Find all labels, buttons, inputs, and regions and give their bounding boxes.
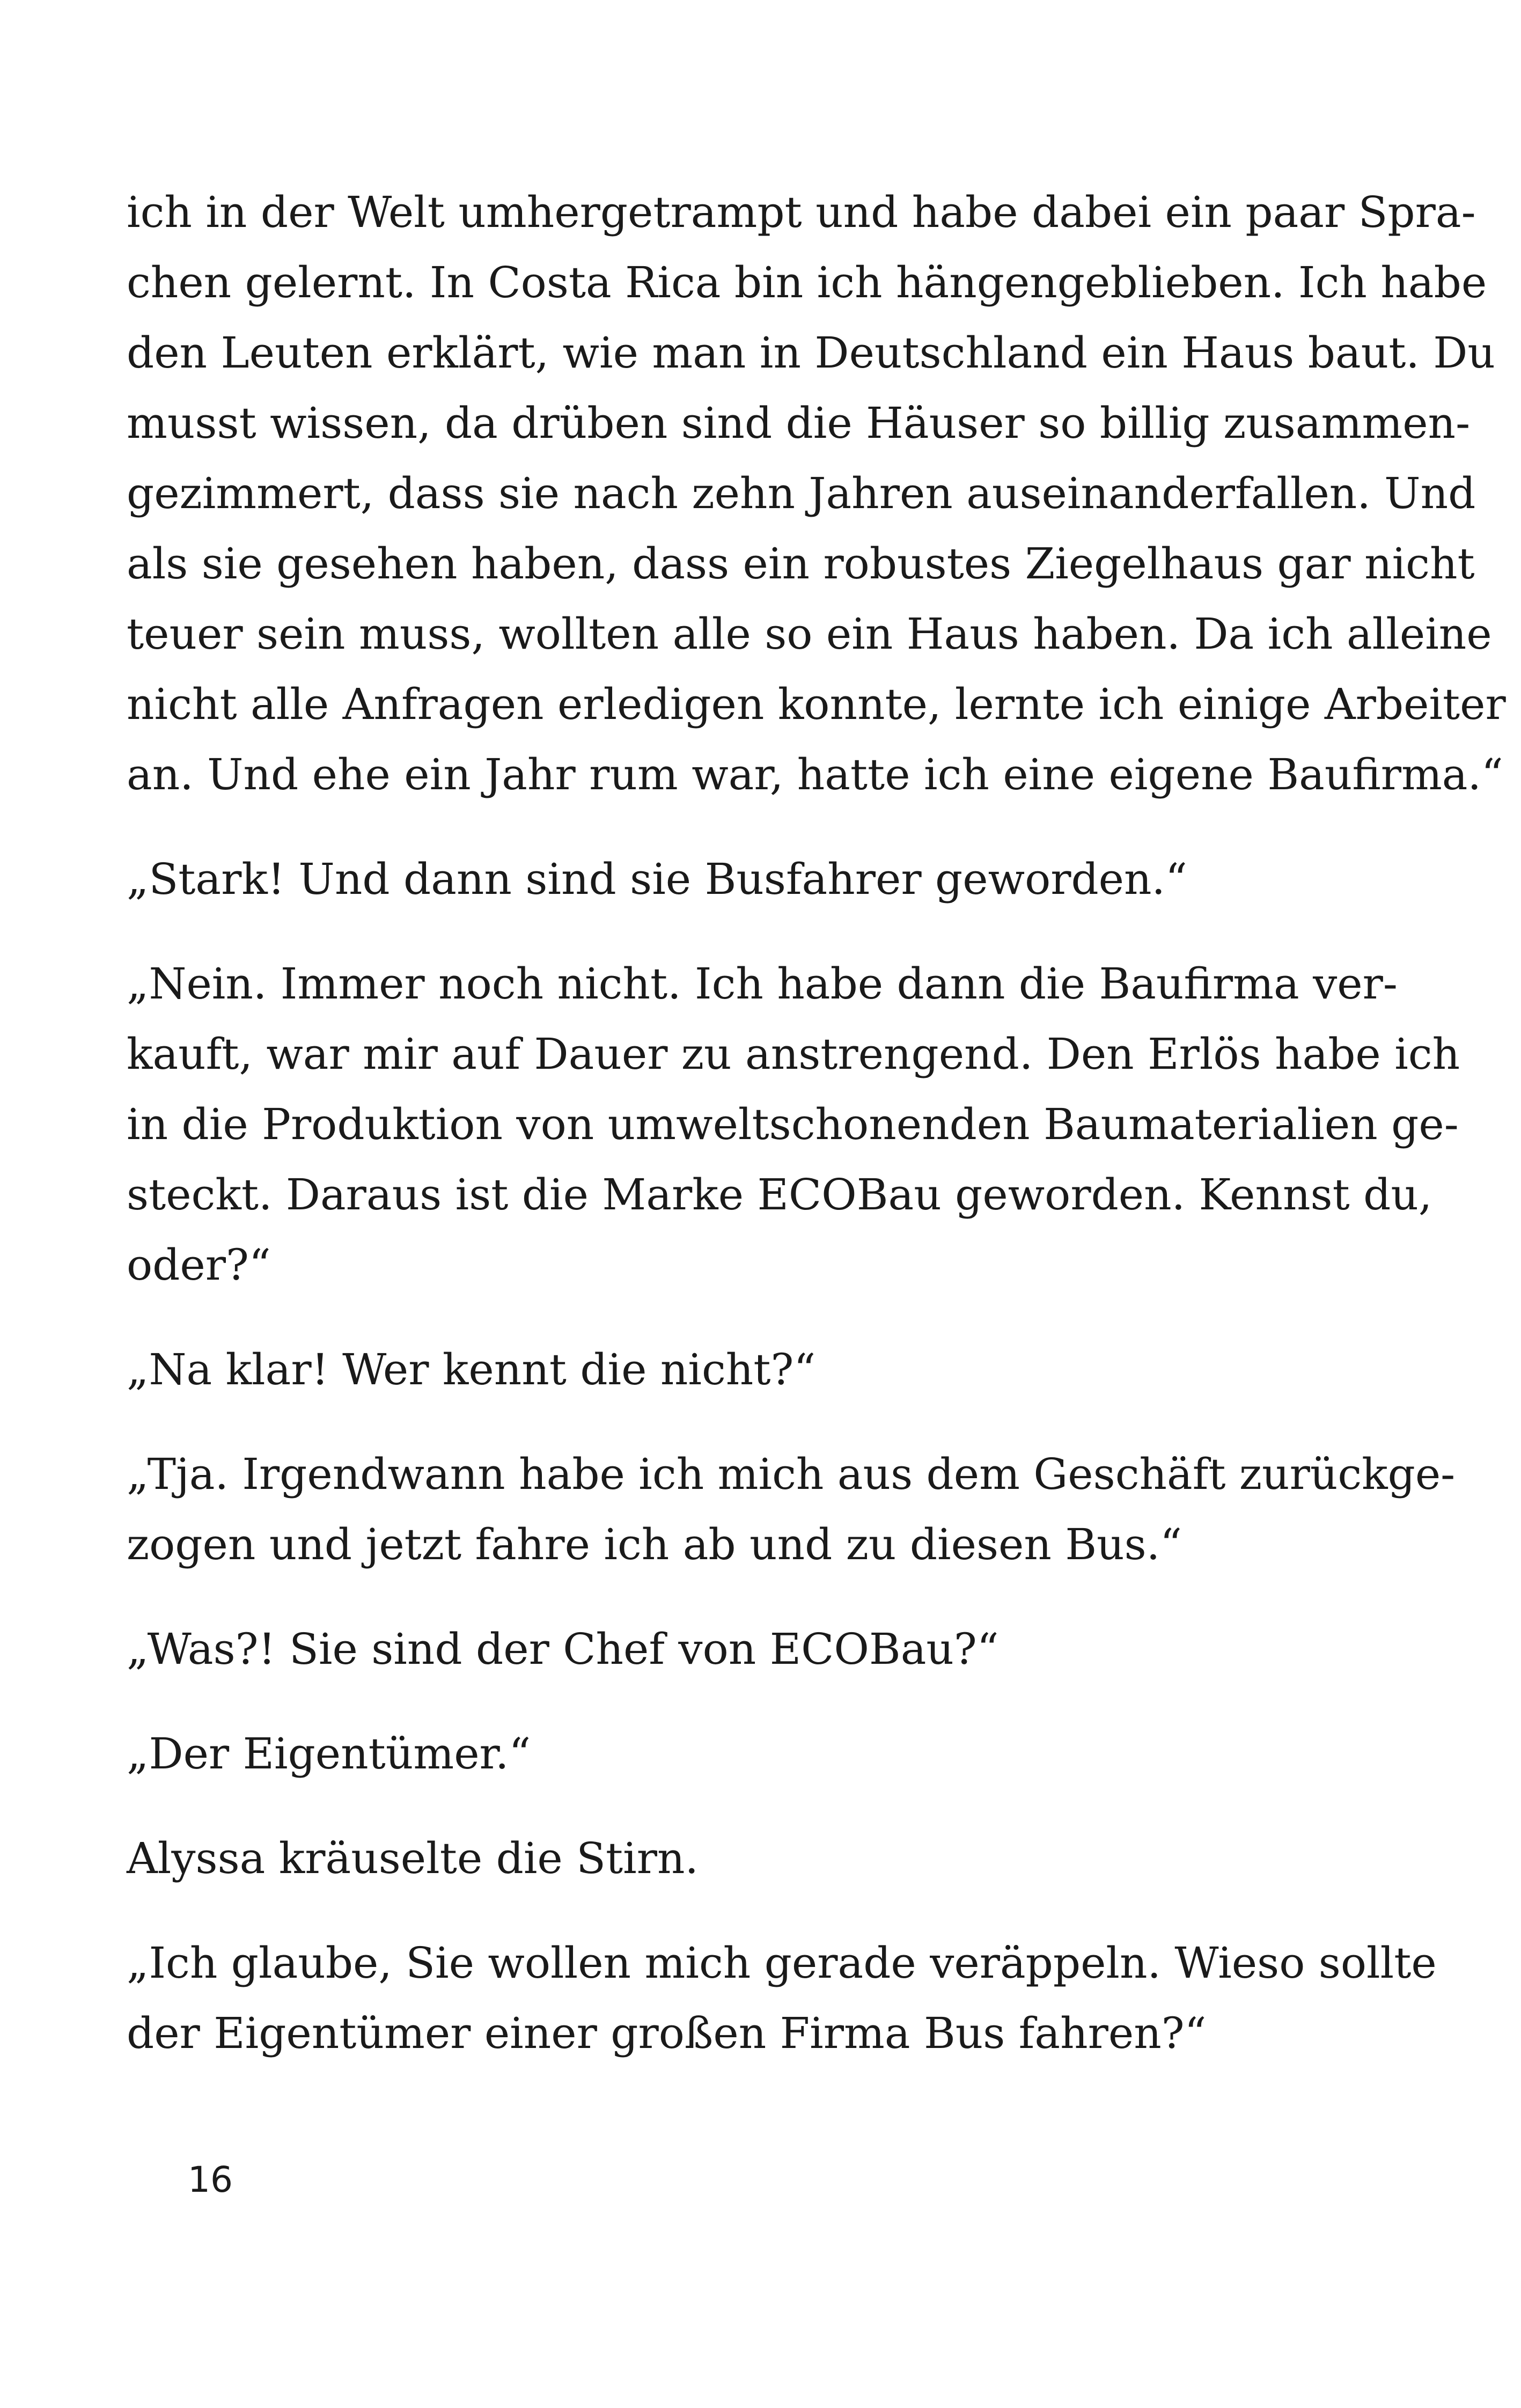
text-line: „Der Eigentümer.“ (127, 1729, 531, 1779)
paragraph (127, 1719, 1323, 1789)
text-line: „Tja. Irgendwann habe ich mich aus dem Geschäft zurückge- (127, 1449, 1456, 1499)
paragraph (127, 949, 1460, 1300)
paragraph (127, 1334, 1323, 1405)
text-line: in die Produktion von umweltschonenden Baumaterialien ge- (127, 1099, 1459, 1149)
text-line: ich in der Welt umhergetrampt und habe dabei ein paar Spra- (127, 187, 1476, 237)
paragraph (127, 1928, 1437, 2068)
text-line: musst wissen, da drüben sind die Häuser so billig zusammen- (127, 398, 1471, 448)
paragraph (127, 177, 1506, 810)
paragraph (127, 1614, 1323, 1684)
text-line: chen gelernt. In Costa Rica bin ich hängengeblieben. Ich habe (127, 258, 1487, 307)
text-line: kauft, war mir auf Dauer zu anstrengend. Den Erlös habe ich (127, 1029, 1460, 1079)
text-line: „Nein. Immer noch nicht. Ich habe dann die Baufirma ver- (127, 959, 1398, 1009)
text-line: den Leuten erklärt, wie man in Deutschland ein Haus baut. Du (127, 328, 1495, 378)
text-line: Alyssa kräuselte die Stirn. (127, 1833, 699, 1883)
paragraph (127, 844, 1323, 914)
paragraph (127, 1439, 1456, 1580)
text-line: nicht alle Anfragen erledigen konnte, lernte ich einige Arbeiter (127, 679, 1506, 729)
paragraph (127, 1823, 1323, 1893)
body-text (127, 177, 1506, 2068)
text-line: der Eigentümer einer großen Firma Bus fahren?“ (127, 2008, 1207, 2058)
text-line: gezimmert, dass sie nach zehn Jahren auseinanderfallen. Und (127, 468, 1476, 518)
text-line: teuer sein muss, wollten alle so ein Haus haben. Da ich alleine (127, 609, 1492, 659)
text-line: steckt. Daraus ist die Marke ECOBau geworden. Kennst du, (127, 1170, 1432, 1220)
text-line: zogen und jetzt fahre ich ab und zu diesen Bus.“ (127, 1519, 1182, 1569)
page-number: 16 (188, 2159, 233, 2200)
text-line: als sie gesehen haben, dass ein robustes Ziegelhaus gar nicht (127, 539, 1475, 589)
text-line: „Stark! Und dann sind sie Busfahrer geworden.“ (127, 854, 1187, 904)
text-line: oder?“ (127, 1240, 271, 1290)
text-line: „Ich glaube, Sie wollen mich gerade veräppeln. Wieso sollte (127, 1938, 1437, 1988)
text-line: „Na klar! Wer kennt die nicht?“ (127, 1345, 816, 1394)
text-line: „Was?! Sie sind der Chef von ECOBau?“ (127, 1624, 999, 1674)
text-line: an. Und ehe ein Jahr rum war, hatte ich eine eigene Baufirma.“ (127, 750, 1503, 799)
